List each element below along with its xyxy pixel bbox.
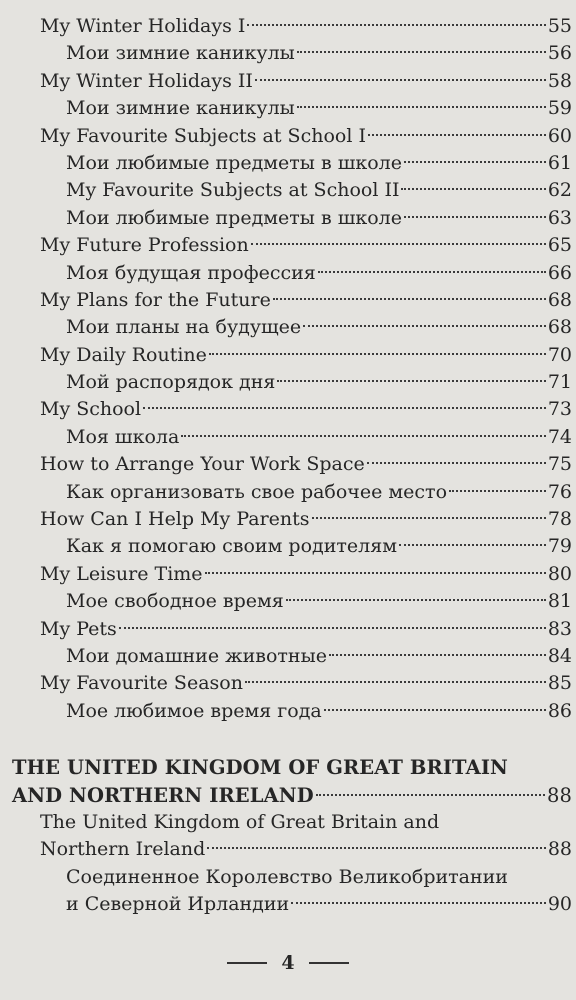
footer-dash-right	[309, 962, 349, 964]
entry-title: Мои домашние животные	[66, 644, 327, 667]
dot-leader	[209, 353, 546, 355]
entry-title: Соединенное Королевство Великобритании	[66, 865, 508, 888]
dot-leader	[247, 24, 545, 26]
entry-title: My Future Profession	[40, 234, 249, 257]
entry-page: 62	[547, 179, 572, 202]
entry-title: My Favourite Subjects at School II	[66, 179, 400, 202]
entry-title: My Winter Holidays II	[40, 69, 253, 92]
entry-title: My Daily Routine	[40, 343, 207, 366]
toc-entry[interactable]	[0, 698, 576, 725]
entry-title-cont: и Северной Ирландии	[66, 893, 290, 916]
entry-title: Мои зимние каникулы	[66, 42, 295, 65]
entry-page: 68	[547, 316, 572, 339]
toc-entry[interactable]	[0, 342, 576, 369]
toc-entry[interactable]	[0, 40, 576, 67]
dot-leader	[277, 380, 545, 382]
dot-leader	[297, 106, 546, 108]
entry-page: 58	[547, 69, 572, 92]
section-heading-line	[0, 754, 576, 781]
entry-page: 80	[547, 562, 572, 585]
entry-title: My Favourite Season	[40, 672, 243, 695]
entry-title: Мои любимые предметы в школе	[66, 151, 402, 174]
toc-entry[interactable]	[0, 13, 576, 40]
entry-title: My Plans for the Future	[40, 288, 271, 311]
dot-leader	[404, 216, 546, 218]
dot-leader	[303, 325, 546, 327]
toc-entry[interactable]	[0, 150, 576, 177]
entry-page: 71	[547, 371, 572, 394]
dot-leader	[207, 847, 546, 849]
toc-entry-line	[0, 809, 576, 836]
toc-entry[interactable]	[0, 643, 576, 670]
toc-entry[interactable]	[0, 232, 576, 259]
entry-title: Мои планы на будущее	[66, 316, 302, 339]
toc-entry[interactable]	[0, 287, 576, 314]
entry-page: 86	[547, 699, 572, 722]
dot-leader	[404, 161, 546, 163]
page-number: 4	[281, 952, 295, 974]
dot-leader	[291, 902, 546, 904]
entry-page: 73	[547, 398, 572, 421]
toc-entry[interactable]	[0, 533, 576, 560]
dot-leader	[367, 462, 546, 464]
dot-leader	[449, 490, 546, 492]
toc-entry[interactable]	[0, 396, 576, 423]
toc-entry[interactable]	[0, 479, 576, 506]
dot-leader	[316, 794, 545, 796]
entry-page: 84	[547, 644, 572, 667]
entry-page: 90	[547, 893, 572, 916]
entry-title: Моя школа	[66, 425, 180, 448]
dot-leader	[318, 271, 546, 273]
entry-page: 55	[547, 15, 572, 37]
entry-page: 85	[547, 672, 572, 695]
entry-title: My Favourite Subjects at School I	[40, 124, 366, 147]
toc-entry-line	[0, 864, 576, 891]
entry-title: Как организовать свое рабочее место	[66, 480, 448, 503]
toc-entry[interactable]	[0, 260, 576, 287]
entry-page: 83	[547, 617, 572, 640]
dot-leader	[143, 407, 546, 409]
toc-entry[interactable]	[0, 68, 576, 95]
entry-title-cont: Northern Ireland	[40, 838, 206, 861]
entry-title: How to Arrange Your Work Space	[40, 453, 365, 476]
entry-title: Мое любимое время года	[66, 699, 322, 722]
entry-title: The United Kingdom of Great Britain and	[40, 810, 440, 833]
toc-entry[interactable]	[0, 95, 576, 122]
entry-page: 68	[547, 288, 572, 311]
entry-title: How Can I Help My Parents	[40, 508, 310, 531]
entry-title: Мои зимние каникулы	[66, 97, 295, 120]
table-of-contents	[0, 13, 576, 919]
entry-page: 63	[547, 206, 572, 229]
dot-leader	[329, 654, 546, 656]
dot-leader	[401, 188, 545, 190]
toc-entry[interactable]	[0, 561, 576, 588]
entry-title: My Leisure Time	[40, 562, 203, 585]
entry-page: 65	[547, 234, 572, 257]
entry-page: 79	[547, 535, 572, 558]
entry-page: 81	[547, 590, 572, 613]
dot-leader	[368, 134, 546, 136]
toc-entry[interactable]	[0, 891, 576, 918]
entry-page: 61	[547, 151, 572, 174]
toc-entry[interactable]	[0, 588, 576, 615]
dot-leader	[181, 435, 546, 437]
entry-title: My School	[40, 398, 142, 421]
dot-leader	[399, 544, 546, 546]
toc-entry[interactable]	[0, 424, 576, 451]
toc-entry[interactable]	[0, 314, 576, 341]
entry-page: 60	[547, 124, 572, 147]
entry-page: 88	[546, 783, 572, 807]
dot-leader	[119, 627, 546, 629]
toc-entry[interactable]	[0, 506, 576, 533]
entry-title: Мои любимые предметы в школе	[66, 206, 402, 229]
toc-entry[interactable]	[0, 369, 576, 396]
entry-title: Мое свободное время	[66, 590, 284, 613]
toc-entry[interactable]	[0, 670, 576, 697]
dot-leader	[324, 709, 546, 711]
toc-entry[interactable]	[0, 177, 576, 204]
toc-entry[interactable]	[0, 451, 576, 478]
entry-page: 74	[547, 425, 572, 448]
entry-page: 66	[547, 261, 572, 284]
entry-title: My Pets	[40, 617, 117, 640]
section-spacer	[0, 725, 576, 754]
entry-page: 88	[547, 838, 572, 861]
entry-page: 70	[547, 343, 572, 366]
section-entry[interactable]	[0, 782, 576, 809]
page-footer	[0, 952, 576, 974]
entry-title: Как я помогаю своим родителям	[66, 535, 397, 558]
dot-leader	[255, 79, 546, 81]
entry-title: Моя будущая профессия	[66, 261, 316, 284]
toc-entry[interactable]	[0, 836, 576, 863]
entry-title: My Winter Holidays I	[40, 15, 246, 37]
entry-page: 78	[547, 508, 572, 531]
toc-entry[interactable]	[0, 205, 576, 232]
dot-leader	[273, 298, 546, 300]
entry-page: 75	[547, 453, 572, 476]
toc-entry[interactable]	[0, 616, 576, 643]
entry-page: 56	[547, 42, 572, 65]
section-heading: THE UNITED KINGDOM OF GREAT BRITAIN	[12, 756, 508, 780]
dot-leader	[312, 517, 546, 519]
footer-dash-left	[227, 962, 267, 964]
dot-leader	[251, 243, 546, 245]
entry-page: 59	[547, 97, 572, 120]
entry-title: Мой распорядок дня	[66, 371, 276, 394]
dot-leader	[297, 51, 546, 53]
dot-leader	[286, 599, 546, 601]
section-heading-cont: AND NORTHERN IRELAND	[12, 783, 314, 807]
toc-entry[interactable]	[0, 123, 576, 150]
entry-page: 76	[547, 480, 572, 503]
dot-leader	[205, 572, 546, 574]
dot-leader	[245, 681, 546, 683]
